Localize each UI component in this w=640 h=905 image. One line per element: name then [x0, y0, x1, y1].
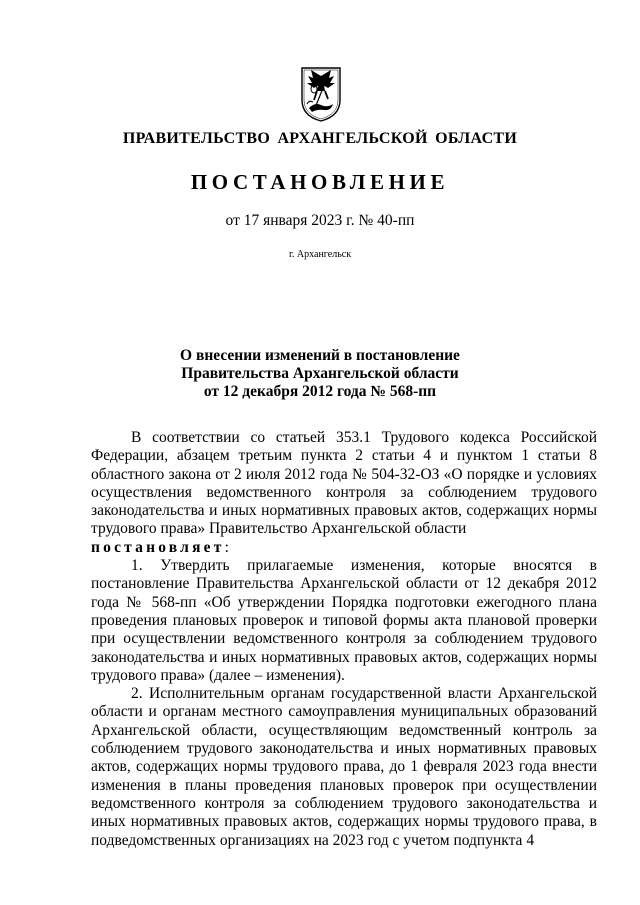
resolves-line: [91, 539, 597, 557]
title-line: Правительства Архангельской области: [181, 365, 459, 382]
document-body: [91, 429, 597, 850]
document-date-number: от 17 января 2023 г. № 40-пп: [225, 212, 415, 229]
resolves-colon: :: [224, 538, 229, 556]
item-1-paragraph: 1. Утвердить прилагаемые изменения, которые вносятся в постановление Правительства Архангельской области от 12 декабря 2012 года № 568-пп «Об утверждении Порядка подготовки ежегодного плана проведения плановых проверок и типовой формы акта плановой проверки при осуществлении ведомственного контроля за соблюдением трудового законодательства и иных нормативных правовых актов, содержащих нормы трудового права» (далее – изменения).: [91, 557, 597, 684]
preamble-paragraph: В соответствии со статьей 353.1 Трудового кодекса Российской Федерации, абзацем третьим пункта 2 статьи 4 и пунктом 1 статьи 8 областного закона от 2 июля 2012 года № 504-32-ОЗ «О порядке и условиях осуществления ведомственного контроля за соблюдением трудового законодательства и иных нормативных правовых актов, содержащих нормы трудового права» Правительство Архангельской области: [91, 429, 597, 538]
document-city: г. Архангельск: [288, 249, 352, 260]
organization-name: ПРАВИТЕЛЬСТВО АРХАНГЕЛЬСКОЙ ОБЛАСТИ: [122, 130, 518, 147]
title-line: от 12 декабря 2012 года № 568-пп: [203, 383, 437, 400]
coat-of-arms-emblem: [299, 64, 343, 122]
title-line: О внесении изменений в постановление: [180, 347, 460, 364]
item-2-paragraph: 2. Исполнительным органам государственной власти Архангельской области и органам местного самоуправления муниципальных образований Архангельской области, осуществляющим ведомственный контроль за соблюдением трудового законодательства и иных нормативных правовых актов, содержащих нормы трудового права, до 1 февраля 2023 года внести изменения в планы проведения плановых проверок при осуществлении ведомственного контроля за соблюдением трудового законодательства и иных нормативных правовых актов, содержащих нормы трудового права, в подведомственных организациях на 2023 год с учетом подпункта 4: [91, 685, 597, 849]
resolves-word: постановляет: [91, 538, 225, 556]
document-type: ПОСТАНОВЛЕНИЕ: [190, 170, 450, 194]
document-title: [150, 347, 490, 401]
